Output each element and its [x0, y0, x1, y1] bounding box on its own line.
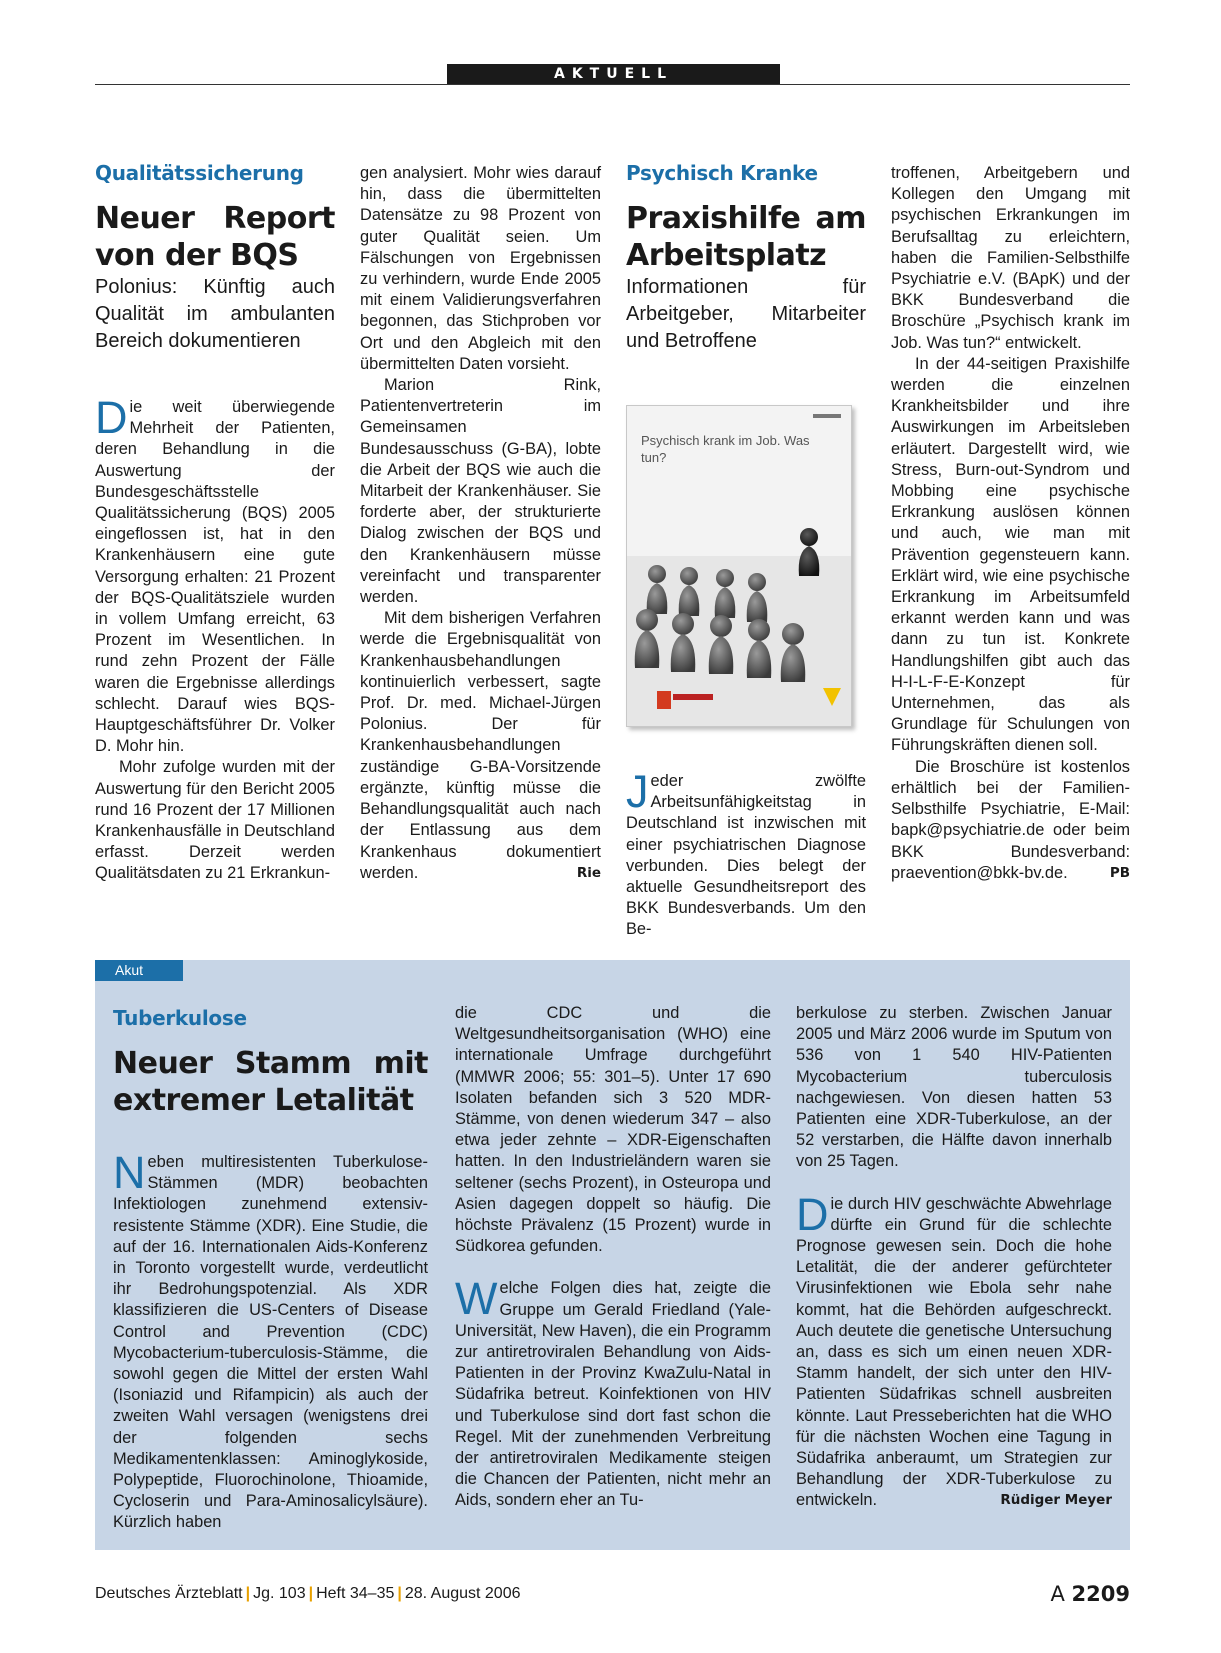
article3-paragraph: die CDC und die Weltgesundheitsorganisation (WHO) eine internationale Umfrage durchgeführt (MMWR 2006; 55: 301–5). Unter 17 690 Isolaten befanden sich 3 520 MDR-Stämme, von denen wiederum 347 – also etwa jeder zehnte – XDR-Eigenschaften hatten. In den Industrieländern waren sie seltener (sechs Prozent), in Osteuropa und Asien dagegen doppelt so häufig. Die höchste Prävalenz (15 Prozent) wurde in Südkorea gefunden.: [455, 1004, 771, 1256]
article1-author: Rie: [576, 864, 601, 881]
article3-author: Rüdiger Meyer: [1000, 1492, 1112, 1509]
footer-volume: Jg. 103: [253, 1585, 306, 1602]
brochure-cover-title: Psychisch krank im Job. Was tun?: [641, 433, 810, 465]
article3-paragraph: [113, 1147, 428, 1534]
footer-issue: Heft 34–35: [316, 1585, 395, 1602]
article2-paragraph: [891, 757, 1130, 884]
article2-kicker: Psychisch Kranke: [626, 161, 818, 185]
page-number-value: 2209: [1071, 1582, 1130, 1606]
article3-kicker: Tuberkulose: [113, 1006, 247, 1030]
header-rule: [95, 84, 1130, 85]
article2-paragraph: In der 44-seitigen Praxishilfe werden die einzelnen Krankheitsbilder und ihre Auswirkungen im Arbeitsleben erläutert. Dargestellt wird, wie Stress, Burn-out-Syndrom und Mobbing eine psychische Erkrankung auslösen können und auch, wie man mit Prävention gegensteuern kann. Erklärt wird, wie eine psychische Erkrankung im Arbeitsumfeld erkannt werden kann und was dann zu tun ist. Konkrete Handlungshilfen gibt auch das H-I-L-F-E-Konzept für Unternehmen, das als Grundlage für Schulungen von Führungskräften dienen soll.: [891, 354, 1130, 755]
footer-journal: Deutsches Ärzteblatt: [95, 1585, 243, 1602]
article3-dropcap: W: [455, 1273, 498, 1325]
article1-dropcap: D: [95, 392, 128, 443]
akut-tab: Akut: [95, 960, 183, 981]
page-number: [1050, 1582, 1130, 1606]
article3-text: ie durch HIV geschwächte Abwehrlage dürfte ein Grund für die schlechte Prognose gewesen sein. Doch die hohe Letalität, die der anderer gefürchteter Virusinfektionen wie Ebola sehr nahe kommt, hat die Behörden aufgeschreckt. Auch deutete die genetische Untersuchung an, dass es sich um einen neuen XDR-Stamm handelt, der sich unter den HIV-Patienten Südafrikas schnell ausbreiten könnte. Laut Presseberichten hat die WHO für die nächsten Wochen eine Tagung in Südafrika anberaumt, um Strategien zur Behandlung der XDR-Tuberkulose zu entwickeln.: [796, 1194, 1112, 1510]
article3-dropcap: N: [113, 1147, 146, 1198]
article3-col2: [455, 1003, 771, 1512]
article3-col1: [113, 1005, 428, 1534]
article1-paragraph: gen analysiert. Mohr wies darauf hin, dass die übermittelten Datensätze zu 98 Prozent von guter Qualität seien. Um Fälschungen von Ergebnissen zu verhindern, wurde Ende 2005 mit einem Validierungsverfahren begonnen, das Stichproben vor Ort und den Abgleich mit den übermittelten Daten vorsieht.: [360, 164, 601, 373]
article3-text: elche Folgen dies hat, zeigte die Gruppe um Gerald Friedland (Yale-Universität, New Haven), die ein Programm zur antiretroviralen Behandlung von Aids-Patienten in der Provinz KwaZulu-Natal in Südafrika betreut. Koinfektionen von HIV und Tuberkulose sind dort fast schon die Regel. Mit der zunehmenden Verbreitung der antiretroviralen Medikamente steigen die Chancen der Patienten, nicht mehr an Aids, sondern eher an Tu-: [455, 1279, 771, 1510]
article2-col2: [891, 163, 1130, 884]
page-footer: [95, 1582, 1130, 1606]
article3-dropcap: D: [796, 1188, 829, 1240]
article1-kicker: Qualitätssicherung: [95, 161, 304, 185]
article2-subhead: Informationen für Arbeitgeber, Mitarbeiter und Betroffene: [626, 276, 866, 352]
article1-paragraph: [360, 608, 601, 884]
article1-paragraph: Mohr zufolge wurden mit der Auswertung für den Bericht 2005 rund 16 Prozent der 17 Millionen Krankenhausfälle in Deutschland erfasst. Derzeit werden Qualitätsdaten zu 21 Erkrankun-: [95, 758, 335, 883]
article2-dropcap: J: [626, 766, 649, 817]
article3-paragraph: [455, 1273, 771, 1511]
footer-date: 28. August 2006: [404, 1585, 521, 1602]
article1-text: Mit dem bisherigen Verfahren werde die Ergebnisqualität von Krankenhausbehandlungen kontinuierlich verbessert, sagte Prof. Dr. med. Michael-Jürgen Polonius. Der für Krankenhausbehandlungen zuständige G-BA-Vorsitzende ergänzte, künftig müsse die Behandlungsqualität auch nach der Entlassung aus dem Krankenhaus dokumentiert werden.: [360, 609, 601, 882]
footer-separator: |: [397, 1585, 402, 1602]
article3-text: eben multiresistenten Tuberkulose-Stämmen (MDR) beobachten Infektiologen zunehmend extensiv-resistente Stämme (XDR). Eine Studie, die auf der 16. Internationalen Aids-Konferenz in Toronto vorgestellt wurde, verdeutlicht ihr Bedrohungspotenzial. Als XDR klassifizieren die US-Centers of Disease Control and Prevention (CDC) Mycobacterium-tuberculosis-Stämme, die sowohl gegen die Mittel der ersten Wahl (Isoniazid und Rifampicin) als auch der zweiten Wahl versagen (wenigstens drei der folgenden sechs Medikamentenklassen: Aminoglykoside, Polypeptide, Fluorochinolone, Thioamide, Cycloserin und Para-Aminosalicylsäure). Kürzlich haben: [113, 1153, 428, 1532]
article2-col1-body: [626, 766, 866, 941]
article1-col2: [360, 163, 601, 884]
article1-paragraph: Marion Rink, Patientenvertreterin im Gemeinsamen Bundesausschuss (G-BA), lobte die Arbeit der BQS wie auch die Mitarbeit der Krankenhäuser. Sie forderte aber, der strukturierte Dialog zwischen der BQS und den Krankenhäusern müsse vereinfacht und transparenter werden.: [360, 376, 601, 607]
article3-col3: [796, 1003, 1112, 1512]
brochure-cover-image: [626, 405, 852, 727]
article2-text: Die Broschüre ist kostenlos erhältlich bei der Familien-Selbsthilfe Psychiatrie, E-Mail: bapk@psychiatrie.de oder beim BKK Bundesverband: praevention@bkk-bv.de.: [891, 757, 1130, 882]
article3-paragraph: [796, 1188, 1112, 1512]
page-prefix: A: [1050, 1582, 1065, 1606]
article1-subhead: Polonius: Künftig auch Qualität im ambulanten Bereich dokumentieren: [95, 276, 335, 352]
article2-col1: [626, 160, 866, 355]
footer-separator: |: [245, 1585, 251, 1602]
article2-text: eder zwölfte Arbeitsunfähigkeitstag in Deutschland ist inzwischen mit einer psychiatrischen Diagnose verbunden. Dies belegt der aktuelle Gesundheitsreport des BKK Bundesverbands. Um den Be-: [626, 772, 866, 939]
footer-separator: |: [308, 1585, 314, 1602]
article2-paragraph: [626, 766, 866, 941]
article1-text: ie weit überwiegende Mehrheit der Patienten, deren Behandlung in die Auswertung der Bundesgeschäftsstelle Qualitätssicherung (BQS) 2005 eingeflossen ist, hat in den Krankenhäusern eine gute Versorgung erhalten: 21 Prozent der BQS-Qualitätsziele wurden in vollem Umfang erreicht, 63 Prozent im Wesentlichen. In rund zehn Prozent der Fälle waren die Ergebnisse allerdings schlecht. Darauf wies BQS-Hauptgeschäftsführer Dr. Volker D. Mohr hin.: [95, 398, 335, 756]
article2-author: PB: [1109, 864, 1130, 881]
article1-headline: Neuer Report von der BQS: [95, 201, 335, 273]
article1-col1: [95, 160, 335, 885]
article3-paragraph: berkulose zu sterben. Zwischen Januar 2005 und März 2006 wurde im Sputum von 536 von 1 540 HIV-Patienten Mycobacterium tuberculosis nachgewiesen. Von diesen hatten 53 Patienten eine XDR-Tuberkulose, an der 52 verstarben, die Hälfte davon innerhalb von 25 Tagen.: [796, 1004, 1112, 1171]
article2-headline: Praxishilfe am Arbeitsplatz: [626, 201, 866, 273]
article3-headline: Neuer Stamm mit extremer Letalität: [113, 1046, 428, 1118]
section-label: AKTUELL: [447, 64, 780, 85]
article1-paragraph: [95, 392, 335, 757]
article2-paragraph: troffenen, Arbeitgebern und Kollegen den Umgang mit psychischen Erkrankungen im Berufsalltag zu erleichtern, haben die Familien-Selbsthilfe Psychiatrie e.V. (BApK) und der BKK Bundesverband die Broschüre „Psychisch krank im Job. Was tun?“ entwickelt.: [891, 164, 1130, 352]
brochure-figures-illustration: [627, 406, 851, 726]
